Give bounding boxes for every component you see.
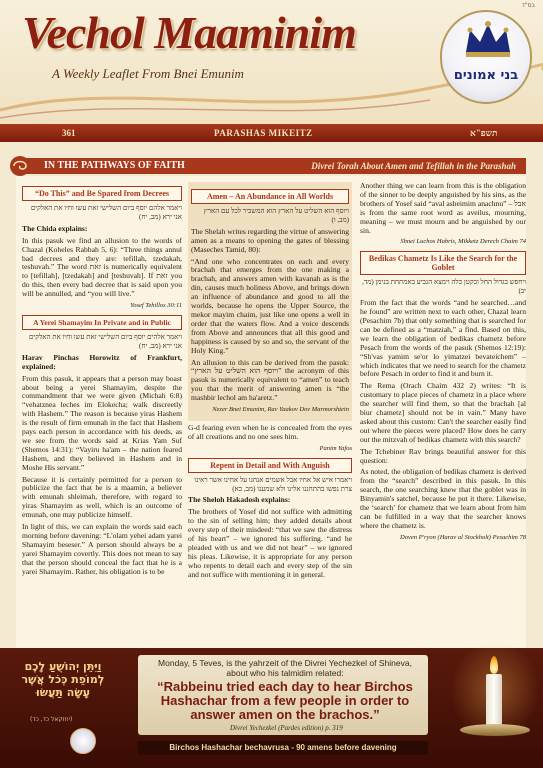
paragraph-lead: The Chida explains:: [22, 223, 88, 233]
yahrzeit-quote: “Rabbeinu tried each day to hear Birchos Hashachar from a few people in order to answer amen on the brachos.”: [157, 679, 413, 722]
source-citation: Yosef Tehillos 30:11: [130, 302, 182, 310]
paragraph: [188, 496, 352, 505]
logo-text: בני אמונים: [453, 68, 519, 83]
article-heading: Amen – An Abundance in All Worlds: [191, 189, 349, 204]
bnei-emunim-logo: [440, 10, 532, 104]
paragraph: In this pasuk we find an allusion to the words of Chazal (Koheles Rabbah 5, 6): “Three things annul bad decrees and they are: tefillah, tzedakah, teshuvah.” The word זאת is numerically equivalent to [tefillah], [tzedakah] and [teshuvah]. If זאת you do this, then every bad decree that is said upon you will be annulled, and “you will live.”: [22, 235, 182, 299]
hebrew-verse: ויוסף הוא השליט על הארץ הוא המשביר לכל עם הארץ (מב, ו): [203, 207, 349, 224]
source-citation: Nezer Bnei Emunim, Rav Yaakov Dov Marmorshtein: [212, 406, 349, 414]
paragraph: In light of this, we can explain the words said each morning before davening: “L'olam yehei adam yarei Shamayim beseser.” A person should always be a yarei Shamayim covertly. This does not mean to say that the person should conceal the fact that he is a yarei Shamayim. Rather, his obligation is to be: [22, 522, 182, 576]
paragraph: [22, 225, 182, 234]
paragraph: G-d fearing even when he is concealed from the eyes of all creations and no one sees him.: [188, 422, 352, 441]
issue-bar: [0, 124, 543, 142]
column-2: [188, 182, 352, 718]
crown-icon: [442, 12, 534, 72]
candle-plate-icon: [460, 724, 530, 736]
ornament-icon: [8, 154, 32, 178]
paragraph: From this pasuk, it appears that a person may boast about being a yerei Shamayim, despite the commandment that we were given (Michah 6:8) “vehatznea leches im Elokecha; walk discreetly with Hashem.” The reason is because yiras Hashem is the result of firm emunah in the fact that Hashem pays each person in accordance with his deeds, as we see from the words said at Krias Yam Suf (Shemos 14:31): “Vayiru ha'am – the nation feared Hashem, and they believed in Hashem and in Moshe His servant.”: [22, 373, 182, 472]
footer-hebrew-ref: (יחזקאל כד, כד): [30, 716, 73, 723]
yahrzeit-intro: Monday, 5 Teves, is the yahrzeit of the Divrei Yechezkel of Shineva, about who his talmidim related:: [158, 658, 412, 678]
hebrew-verse: ויאמרו איש אל אחיו אבל אשמים אנחנו על אחינו אשר ראינו צרת נפשו בהתחננו אלינו ולא שמענו (מב, כא): [194, 475, 352, 493]
section-subtitle: Divrei Torah About Amen and Tefillah in the Parashah: [311, 161, 516, 171]
source-citation: Panim Yafos: [319, 444, 352, 452]
paragraph: “And one who concentrates on each and every brachah that emerges from the one making a brachah, and answers amen with kavanah as is the din, causes much holiness Above, and brings down an influence of abundance and good to all the worlds, because he opens the Upper Source, the mekor mayim chaim, just like one opens a well in order that the waters flow. And a voice descends from Above and announces that all this good and happiness is caused by so and so, the servant of the Holy King.”: [191, 256, 349, 355]
issue-number: 361: [62, 128, 76, 138]
column-1: [22, 182, 182, 718]
leaflet-title: Vechol Maaminim: [22, 7, 356, 58]
paragraph: As noted, the obligation of bedikas chametz is derived from the “search” described in this pasuk. In this search, the one searching knew that the goblet was in Binyamin's satchel, because he put it there. Likewise, the ‘search’ for chametz that we learn about from him can be fulfilled in a way that the searcher knows where the chametz is.: [360, 467, 526, 530]
article-heading: Bedikas Chametz Is Like the Search for the Goblet: [360, 251, 526, 275]
leaflet-subtitle: A Weekly Leaflet From Bnei Emunim: [52, 66, 244, 81]
section-header: [16, 158, 526, 174]
hebrew-year: תשפ"א: [470, 128, 498, 138]
masthead: [0, 0, 543, 128]
paragraph-lead: The Sheloh Hakadosh explains:: [188, 495, 291, 505]
candle-icon: [486, 674, 502, 726]
paragraph: The Rema (Orach Chaim 432 2) writes: “It is customary to place pieces of chametz in a place where the searcher will find them, so that the brachah [al biur chametz] should not be in vain.” Many have asked about this custom: Can't the searcher easily find out where the pieces were placed? How does he carry out the mitzvah of bedikas chametz with this search?: [360, 381, 526, 444]
hebrew-verse: ויאמר אלהים יוסף ביום השלישי זאת עשו וחיו את האלקים אני ירא (מב, יח): [29, 332, 182, 350]
article-heading: A Yerei Shamayim In Private and in Public: [22, 315, 182, 330]
page-number: בס"ד: [521, 2, 535, 9]
source-citation: Doven P'ryon (Harav al Stockholt) Pesachim 78: [400, 533, 526, 541]
footer-banner: Birchos Hashachar bechavrusa - 90 amens before davening: [138, 741, 428, 755]
article-heading: “Do This” and Be Spared from Decrees: [22, 186, 182, 201]
shaded-article: [188, 182, 352, 421]
paragraph: The Tchebiner Rav brings beautiful answer for this question:: [360, 446, 526, 465]
hebrew-verse: ויחפש בגדול החל ובקטן כלה וימצא הגביע באמתחת בנימן (מד, יב): [362, 278, 526, 296]
paragraph: Because it is certainly permitted for a person to publicize the fact that he is a maamin, a believer with emunah shleimah, therefore, with regard to yiras Shamayim as well, which is an outcome of emunah, one may publicize himself.: [22, 474, 182, 520]
paragraph: Another thing we can learn from this is the obligation of the sinner to be deeply anguished by his sins, as the brothers of Yosef said “aval asheimim anachnu” – אבל is from the same root word as aveilus, mourning, meaning – we must mourn and be anguished by our sin.: [360, 182, 526, 235]
article-heading: Repent in Detail and With Anguish: [188, 458, 352, 473]
yahrzeit-citation: Divrei Yechezkel (Pardes edition) p. 319: [230, 724, 343, 732]
small-logo: [70, 728, 96, 754]
source-citation: Shnei Luchos Habris, Mikketz Derech Chaim 74: [400, 238, 526, 246]
paragraph: The Shelah writes regarding the virtue of answering amen as a means to opening the gates of blessing (Maseches Tamid, 80):: [191, 226, 349, 254]
footer-hebrew-verse: וַיִּתֵּן יְהוֹשֻׁעַ לָכֶם לְמוֹפֵת כְּכֹל אֲשֶׁר עָשָׂה תַּעֲשׂוּ: [21, 660, 105, 699]
parasha-name: PARASHAS MIKEITZ: [214, 128, 313, 138]
section-title: IN THE PATHWAYS OF FAITH: [44, 160, 185, 171]
paragraph-lead: Harav Pinchas Horowitz of Frankfurt, explained:: [22, 352, 182, 371]
column-3: [360, 182, 526, 718]
paragraph: An allusion to this can be derived from the pasuk: “ויוסף הוא השליט על הארץ” the acronym of this pasuk is numerically equivalent to “amen” to teach you that the merit of answering amen is “the mashbir lechol am ha'aretz.”: [191, 357, 349, 403]
paragraph: From the fact that the words “and he searched…and he found” are written next to each other, Chazal learn (Pesachim 7b) that only something that is searched for can be defined as a “matziah,” a find. Based on this, we learn the obligation of bedikas chametz before Pesach from the words of the pasuk (Shemos 12:19): “Sh'vas yamim se'or lo yimatzei bevateichem” – which indicates that we need to search for the chametz before Pesach in order to find it and burn it.: [360, 298, 526, 379]
flame-icon: [490, 656, 498, 674]
hebrew-verse: ויאמר אלהם יוסף ביום השלישי זאת עשו וחיו את האלקים אני ירא (מב, יח): [30, 204, 182, 221]
paragraph: The brothers of Yosef did not suffice with admitting to the sin of selling him; they added details about every step of their misdeed: “that we saw the distress of his heart” – we ignored his suffering. “and he pleaded with us and we did not hear” – we ignored his pleas. Likewise, it is appropriate for any person who repents to detail each and every step of the sin and not suffice with mentioning it in general.: [188, 507, 352, 579]
paragraph: [22, 354, 182, 372]
